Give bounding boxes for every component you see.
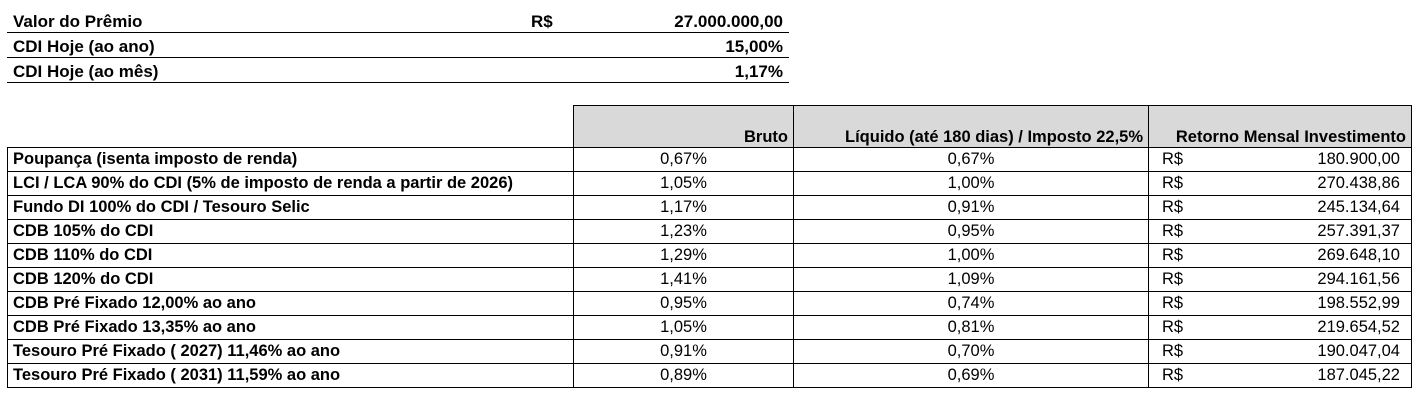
retorno-wrap <box>1154 246 1406 265</box>
retorno-cell[interactable] <box>1149 220 1412 244</box>
liquido-cell[interactable]: 0,95% <box>794 220 1149 244</box>
retorno-currency: R$ <box>1162 270 1184 288</box>
header-blank <box>8 106 574 148</box>
bruto-cell[interactable]: 0,89% <box>574 364 794 388</box>
retorno-value: 198.552,99 <box>1317 294 1400 312</box>
retorno-value: 180.900,00 <box>1317 150 1400 168</box>
bruto-cell[interactable]: 1,05% <box>574 172 794 196</box>
liquido-cell[interactable]: 1,00% <box>794 244 1149 268</box>
retorno-wrap <box>1154 198 1406 217</box>
investment-name[interactable]: Tesouro Pré Fixado ( 2027) 11,46% ao ano <box>8 340 574 364</box>
bruto-cell[interactable]: 1,29% <box>574 244 794 268</box>
bruto-cell[interactable]: 0,67% <box>574 148 794 172</box>
header-row <box>8 106 1412 148</box>
premio-row[interactable] <box>7 8 789 33</box>
table-row <box>8 196 1412 220</box>
cdi-mes-row[interactable] <box>7 58 789 83</box>
investment-name[interactable]: CDB 120% do CDI <box>8 268 574 292</box>
retorno-wrap <box>1154 342 1406 361</box>
header-bruto[interactable]: Bruto <box>574 106 794 148</box>
retorno-value: 269.648,10 <box>1317 246 1400 264</box>
retorno-currency: R$ <box>1162 318 1184 336</box>
liquido-cell[interactable]: 0,91% <box>794 196 1149 220</box>
table-row <box>8 340 1412 364</box>
retorno-cell[interactable] <box>1149 148 1412 172</box>
liquido-cell[interactable]: 0,69% <box>794 364 1149 388</box>
retorno-value: 294.161,56 <box>1317 270 1400 288</box>
retorno-cell[interactable] <box>1149 340 1412 364</box>
cdi-mes-label: CDI Hoje (ao mês) <box>13 62 159 81</box>
cdi-ano-value[interactable]: 15,00% <box>725 37 783 56</box>
bruto-cell[interactable]: 0,95% <box>574 292 794 316</box>
retorno-currency: R$ <box>1162 222 1184 240</box>
investment-name[interactable]: Fundo DI 100% do CDI / Tesouro Selic <box>8 196 574 220</box>
retorno-wrap <box>1154 318 1406 337</box>
bruto-cell[interactable]: 0,91% <box>574 340 794 364</box>
liquido-cell[interactable]: 0,70% <box>794 340 1149 364</box>
retorno-cell[interactable] <box>1149 292 1412 316</box>
bruto-cell[interactable]: 1,41% <box>574 268 794 292</box>
header-retorno[interactable]: Retorno Mensal Investimento <box>1149 106 1412 148</box>
table-row <box>8 172 1412 196</box>
retorno-currency: R$ <box>1162 150 1184 168</box>
table-row <box>8 220 1412 244</box>
liquido-cell[interactable]: 0,74% <box>794 292 1149 316</box>
liquido-cell[interactable]: 1,00% <box>794 172 1149 196</box>
retorno-value: 219.654,52 <box>1317 318 1400 336</box>
investment-name[interactable]: Poupança (isenta imposto de renda) <box>8 148 574 172</box>
retorno-wrap <box>1154 150 1406 169</box>
investment-name[interactable]: CDB Pré Fixado 12,00% ao ano <box>8 292 574 316</box>
retorno-value: 257.391,37 <box>1317 222 1400 240</box>
retorno-wrap <box>1154 270 1406 289</box>
summary-block <box>7 8 789 83</box>
bruto-cell[interactable]: 1,05% <box>574 316 794 340</box>
table-row <box>8 316 1412 340</box>
retorno-cell[interactable] <box>1149 268 1412 292</box>
retorno-currency: R$ <box>1162 198 1184 216</box>
table-row <box>8 244 1412 268</box>
retorno-cell[interactable] <box>1149 364 1412 388</box>
retorno-value: 187.045,22 <box>1317 366 1400 384</box>
header-liquido[interactable]: Líquido (até 180 dias) / Imposto 22,5% <box>794 106 1149 148</box>
investment-name[interactable]: CDB 110% do CDI <box>8 244 574 268</box>
table-row <box>8 268 1412 292</box>
investment-name[interactable]: LCI / LCA 90% do CDI (5% de imposto de renda a partir de 2026) <box>8 172 574 196</box>
retorno-cell[interactable] <box>1149 172 1412 196</box>
liquido-cell[interactable]: 0,81% <box>794 316 1149 340</box>
cdi-ano-label: CDI Hoje (ao ano) <box>13 37 155 56</box>
cdi-mes-value[interactable]: 1,17% <box>734 62 783 81</box>
retorno-value: 245.134,64 <box>1317 198 1400 216</box>
liquido-cell[interactable]: 1,09% <box>794 268 1149 292</box>
premio-value[interactable]: 27.000.000,00 <box>674 12 783 31</box>
retorno-value: 190.047,04 <box>1317 342 1400 360</box>
retorno-wrap <box>1154 174 1406 193</box>
table-row <box>8 364 1412 388</box>
investment-table <box>7 105 1412 388</box>
retorno-currency: R$ <box>1162 366 1184 384</box>
retorno-cell[interactable] <box>1149 196 1412 220</box>
investment-name[interactable]: CDB 105% do CDI <box>8 220 574 244</box>
retorno-cell[interactable] <box>1149 316 1412 340</box>
retorno-currency: R$ <box>1162 246 1184 264</box>
retorno-currency: R$ <box>1162 294 1184 312</box>
retorno-wrap <box>1154 222 1406 241</box>
investment-name[interactable]: CDB Pré Fixado 13,35% ao ano <box>8 316 574 340</box>
retorno-cell[interactable] <box>1149 244 1412 268</box>
retorno-currency: R$ <box>1162 342 1184 360</box>
retorno-value: 270.438,86 <box>1317 174 1400 192</box>
retorno-wrap <box>1154 366 1406 385</box>
bruto-cell[interactable]: 1,17% <box>574 196 794 220</box>
table-row <box>8 148 1412 172</box>
premio-label: Valor do Prêmio <box>13 12 143 31</box>
retorno-currency: R$ <box>1162 174 1184 192</box>
investment-name[interactable]: Tesouro Pré Fixado ( 2031) 11,59% ao ano <box>8 364 574 388</box>
liquido-cell[interactable]: 0,67% <box>794 148 1149 172</box>
retorno-wrap <box>1154 294 1406 313</box>
premio-currency: R$ <box>531 12 553 31</box>
cdi-ano-row[interactable] <box>7 33 789 58</box>
bruto-cell[interactable]: 1,23% <box>574 220 794 244</box>
table-row <box>8 292 1412 316</box>
